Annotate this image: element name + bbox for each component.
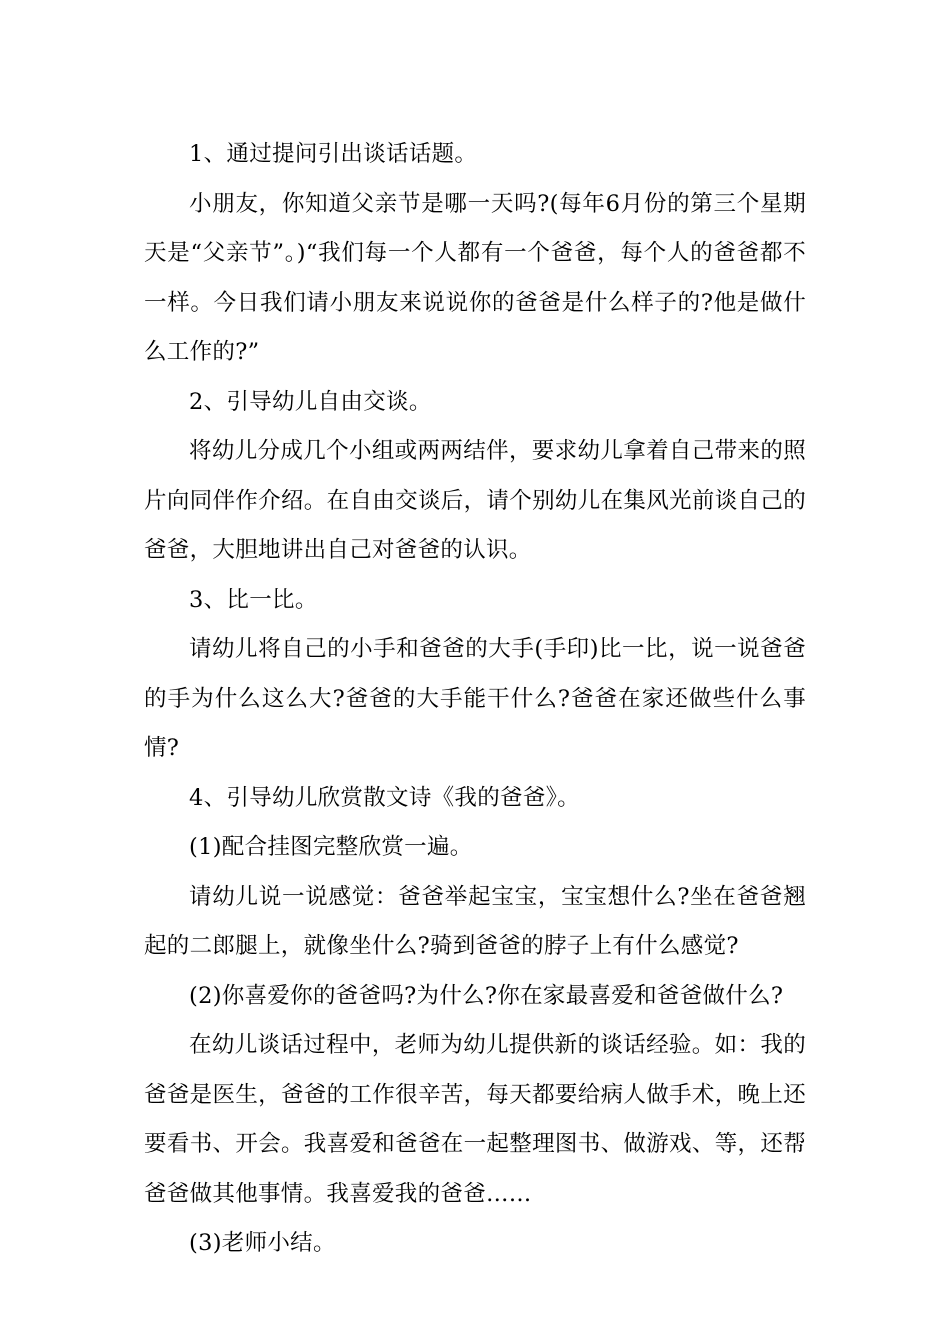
- step-1-heading: 1、通过提问引出谈话话题。: [189, 141, 478, 167]
- step-3-text: 请幼儿将自己的小手和爸爸的大手(手印)比一比，说一说爸爸的手为什么这么大?爸爸的大手能干什么?爸爸在家还做些什么事情?: [144, 636, 806, 761]
- substep-1-text: 请幼儿说一说感觉：爸爸举起宝宝，宝宝想什么?坐在爸爸翘起的二郎腿上，就像坐什么?骑到爸爸的脖子上有什么感觉?: [144, 883, 806, 959]
- step-4-heading: 4、引导幼儿欣赏散文诗《我的爸爸》。: [189, 784, 580, 811]
- step-3-heading: 3、比一比。: [189, 586, 318, 613]
- substep-3-heading: (3)老师小结。: [189, 1230, 336, 1256]
- substep-1-heading: (1)配合挂图完整欣赏一遍。: [189, 834, 473, 860]
- substep-2-heading: (2)你喜爱你的爸爸吗?为什么?你在家最喜爱和爸爸做什么?: [189, 982, 784, 1009]
- substep-2-text: 在幼儿谈话过程中，老师为幼儿提供新的谈话经验。如：我的爸爸是医生，爸爸的工作很辛苦，每天都要给病人做手术，晚上还要看书、开会。我喜爱和爸爸在一起整理图书、做游戏、等，还帮爸爸做其他事情。我喜爱我的爸爸……: [144, 1032, 806, 1207]
- step-2-text: 将幼儿分成几个小组或两两结伴，要求幼儿拿着自己带来的照片向同伴作介绍。在自由交谈后，请个别幼儿在集风光前谈自己的爸爸，大胆地讲出自己对爸爸的认识。: [144, 438, 806, 563]
- step-1-text: 小朋友，你知道父亲节是哪一天吗?(每年6月份的第三个星期天是“父亲节”。)“我们每一个人都有一个爸爸，每个人的爸爸都不一样。今日我们请小朋友来说说你的爸爸是什么样子的?他是做什么工作的?”: [144, 190, 806, 365]
- document-body: [144, 130, 806, 1269]
- step-2-heading: 2、引导幼儿自由交谈。: [189, 388, 432, 415]
